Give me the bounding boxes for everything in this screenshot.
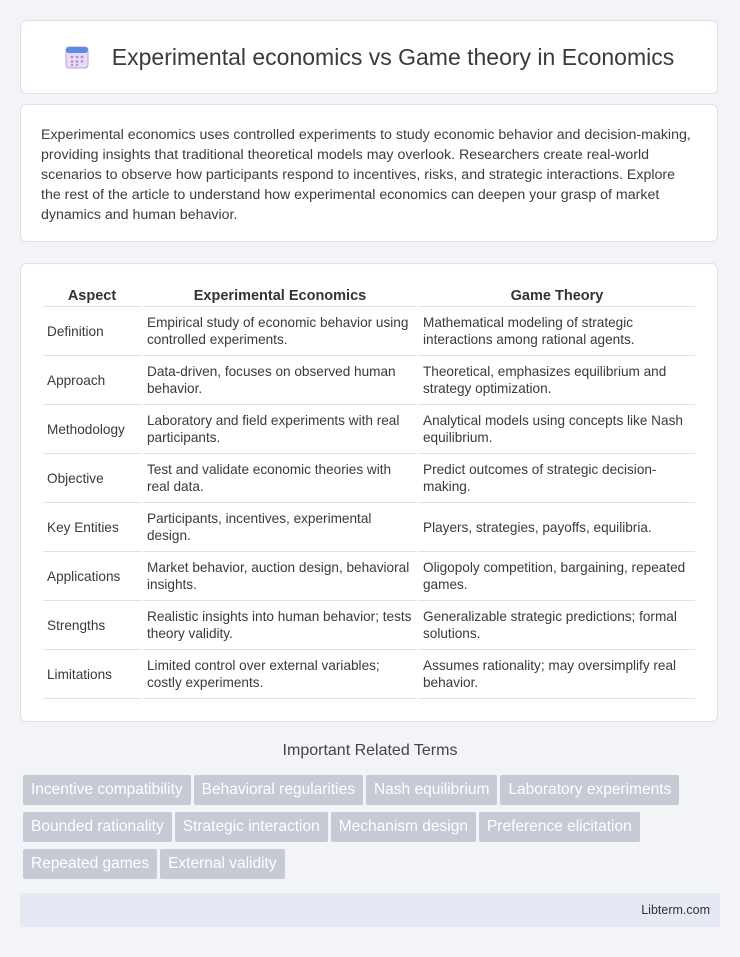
table-row — [43, 650, 695, 699]
related-term-tag[interactable]: Mechanism design — [331, 812, 476, 842]
related-term-tag[interactable]: Bounded rationality — [23, 812, 172, 842]
experimental-economics-cell: Data-driven, focuses on observed human behavior. — [143, 356, 417, 405]
related-term-tag[interactable]: Preference elicitation — [479, 812, 640, 842]
table-row — [43, 405, 695, 454]
table-header-row — [43, 286, 695, 307]
table-row — [43, 601, 695, 650]
game-theory-cell: Predict outcomes of strategic decision-making. — [419, 454, 695, 503]
header-card — [20, 20, 718, 94]
table-row — [43, 454, 695, 503]
related-term-tag[interactable]: Incentive compatibility — [23, 775, 191, 805]
column-header-game-theory: Game Theory — [419, 286, 695, 307]
row-aspect-cell: Applications — [43, 552, 141, 601]
related-term-tag[interactable]: External validity — [160, 849, 285, 879]
game-theory-cell: Mathematical modeling of strategic interactions among rational agents. — [419, 307, 695, 356]
row-aspect-cell: Strengths — [43, 601, 141, 650]
related-term-tag[interactable]: Laboratory experiments — [500, 775, 679, 805]
experimental-economics-cell: Market behavior, auction design, behavioral insights. — [143, 552, 417, 601]
game-theory-cell: Players, strategies, payoffs, equilibria. — [419, 503, 695, 552]
experimental-economics-cell: Test and validate economic theories with real data. — [143, 454, 417, 503]
row-aspect-cell: Methodology — [43, 405, 141, 454]
related-terms-list — [23, 775, 723, 886]
page-title: Experimental economics vs Game theory in Economics — [111, 43, 675, 70]
related-term-tag[interactable]: Strategic interaction — [175, 812, 328, 842]
calendar-grid-icon — [64, 44, 90, 70]
game-theory-cell: Generalizable strategic predictions; formal solutions. — [419, 601, 695, 650]
row-aspect-cell: Limitations — [43, 650, 141, 699]
row-aspect-cell: Key Entities — [43, 503, 141, 552]
game-theory-cell: Analytical models using concepts like Nash equilibrium. — [419, 405, 695, 454]
related-term-tag[interactable]: Behavioral regularities — [194, 775, 363, 805]
game-theory-cell: Assumes rationality; may oversimplify real behavior. — [419, 650, 695, 699]
experimental-economics-cell: Limited control over external variables; costly experiments. — [143, 650, 417, 699]
experimental-economics-cell: Empirical study of economic behavior using controlled experiments. — [143, 307, 417, 356]
game-theory-cell: Theoretical, emphasizes equilibrium and strategy optimization. — [419, 356, 695, 405]
related-term-tag[interactable]: Repeated games — [23, 849, 157, 879]
column-header-experimental-economics: Experimental Economics — [143, 286, 417, 307]
column-header-aspect: Aspect — [43, 286, 141, 307]
intro-text: Experimental economics uses controlled experiments to study economic behavior and decision-making, providing insights that traditional theoretical models may overlook. Researchers create real-world scenarios to observe how participants respond to incentives, risks, and strategic interactions. Explore the rest of the article to understand how experimental economics can deepen your grasp of market dynamics and human behavior. — [41, 127, 691, 223]
row-aspect-cell: Objective — [43, 454, 141, 503]
table-row — [43, 307, 695, 356]
footer — [20, 893, 720, 927]
comparison-table — [41, 286, 697, 699]
comparison-table-card — [20, 263, 718, 722]
related-terms-title: Important Related Terms — [282, 742, 458, 759]
intro-card — [20, 104, 718, 242]
row-aspect-cell: Definition — [43, 307, 141, 356]
experimental-economics-cell: Laboratory and field experiments with real participants. — [143, 405, 417, 454]
table-row — [43, 503, 695, 552]
experimental-economics-cell: Realistic insights into human behavior; tests theory validity. — [143, 601, 417, 650]
game-theory-cell: Oligopoly competition, bargaining, repeated games. — [419, 552, 695, 601]
table-row — [43, 356, 695, 405]
table-row — [43, 552, 695, 601]
experimental-economics-cell: Participants, incentives, experimental design. — [143, 503, 417, 552]
footer-site-link[interactable]: Libterm.com — [641, 903, 710, 917]
row-aspect-cell: Approach — [43, 356, 141, 405]
related-term-tag[interactable]: Nash equilibrium — [366, 775, 497, 805]
